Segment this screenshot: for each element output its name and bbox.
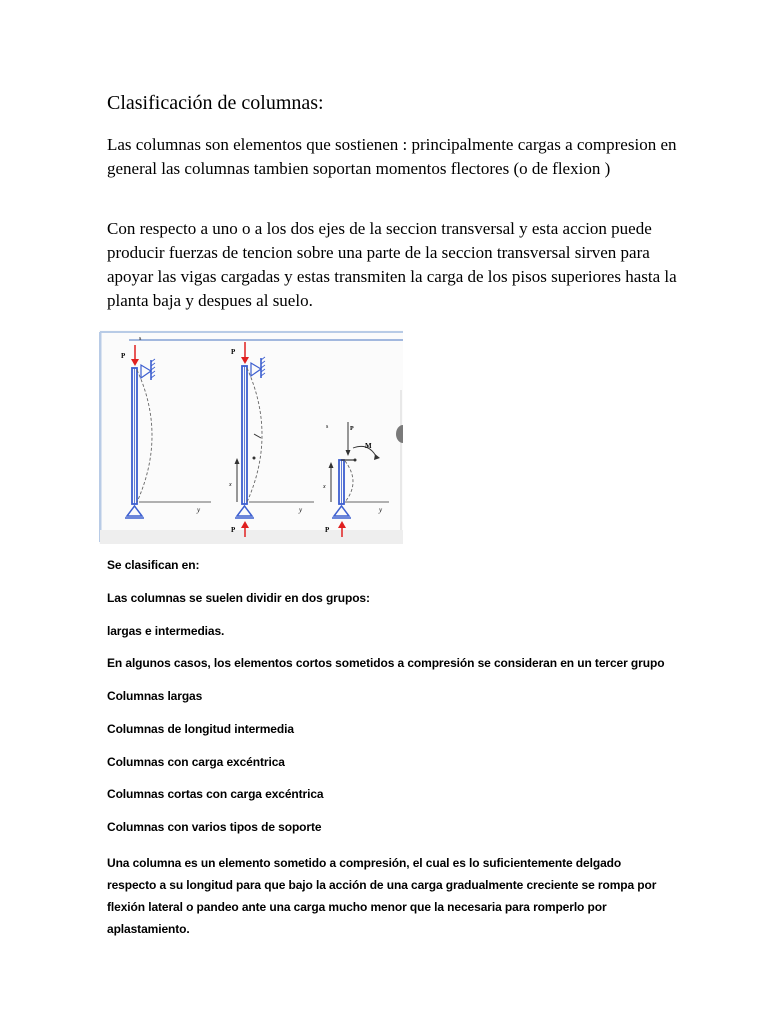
axis-label-y-2: y <box>299 506 303 514</box>
top-label-1: s <box>139 336 142 342</box>
scroll-thumb <box>396 425 403 443</box>
moment-arrowhead-3 <box>374 454 380 460</box>
deflection-marker-2 <box>254 434 261 438</box>
column-diagram-1 <box>121 336 211 518</box>
column-diagram-2 <box>228 342 314 537</box>
height-arrowhead-3 <box>329 462 334 468</box>
document-title: Clasificación de columnas: <box>107 92 324 114</box>
type-item-short-eccentric: Columnas cortas con carga excéntrica <box>107 787 324 801</box>
axis-label-y-1: y <box>197 506 201 514</box>
closing-paragraph: Una columna es un elemento sometido a compresión, el cual es lo suficientemente delgado respecto a su longitud para que bajo la acción de una carga gradualmente creciente se rompa por flexión lateral o pandeo ante una carga mucho menor que la necesaria para romperlo por aplastamiento. <box>107 856 657 936</box>
height-arrowhead-2 <box>235 458 240 464</box>
type-item-eccentric: Columnas con carga excéntrica <box>107 755 285 769</box>
paragraph-definition: Las columnas son elementos que sostienen : principalmente cargas a compresion en general las columnas tambien soportan momentos flectores (o de flexion ) <box>107 135 677 178</box>
axis-label-y-3: y <box>379 506 383 514</box>
deflection-point-2 <box>253 457 256 460</box>
top-label-3: s <box>326 424 329 430</box>
type-item-intermediate: Columnas de longitud intermedia <box>107 722 294 736</box>
column-diagram-3 <box>322 422 403 537</box>
type-item-long: Columnas largas <box>107 689 203 703</box>
buckling-curve-1 <box>137 370 152 502</box>
eccentric-point-3 <box>354 459 357 462</box>
pin-support-2 <box>237 506 252 516</box>
load-label-3: P <box>350 426 354 432</box>
height-label-3: x <box>323 484 326 490</box>
reaction-label-2: P <box>231 526 236 534</box>
load-arrowhead-top-2 <box>241 357 249 364</box>
type-item-supports: Columnas con varios tipos de soporte <box>107 820 322 834</box>
groups-list: largas e intermedias. <box>107 624 225 638</box>
moment-label-3: M <box>365 442 372 450</box>
reaction-arrowhead-3 <box>338 521 346 528</box>
buckling-curve-3 <box>345 461 353 502</box>
load-label-2: P <box>231 348 236 356</box>
reaction-label-3: P <box>325 526 330 534</box>
load-label-1: P <box>121 352 126 360</box>
load-arrowhead-top-1 <box>131 359 139 366</box>
column-buckling-diagram <box>99 330 403 544</box>
column-buckling-figure <box>99 330 403 544</box>
reaction-arrowhead-2 <box>241 521 249 528</box>
groups-intro: Las columnas se suelen dividir en dos grupos: <box>107 591 370 605</box>
pin-support-3 <box>334 506 349 516</box>
pin-support-1 <box>127 506 142 516</box>
load-arrowhead-top-3 <box>346 450 351 456</box>
paragraph-function: Con respecto a uno o a los dos ejes de la seccion transversal y esta accion puede producir fuerzas de tencion sobre una parte de la seccion transversal sirven para apoyar las vigas cargadas y estas transmiten la carga de los pisos superiores hasta la planta baja y despues al suelo. <box>107 219 677 310</box>
figure-bottom-band <box>100 530 403 544</box>
third-group-note: En algunos casos, los elementos cortos sometidos a compresión se consideran en un tercer grupo <box>107 656 665 670</box>
buckling-curve-2 <box>247 368 262 502</box>
height-label-2: x <box>229 482 232 488</box>
classification-heading: Se clasifican en: <box>107 558 200 572</box>
top-support-1 <box>141 365 151 378</box>
top-support-2 <box>251 363 261 376</box>
